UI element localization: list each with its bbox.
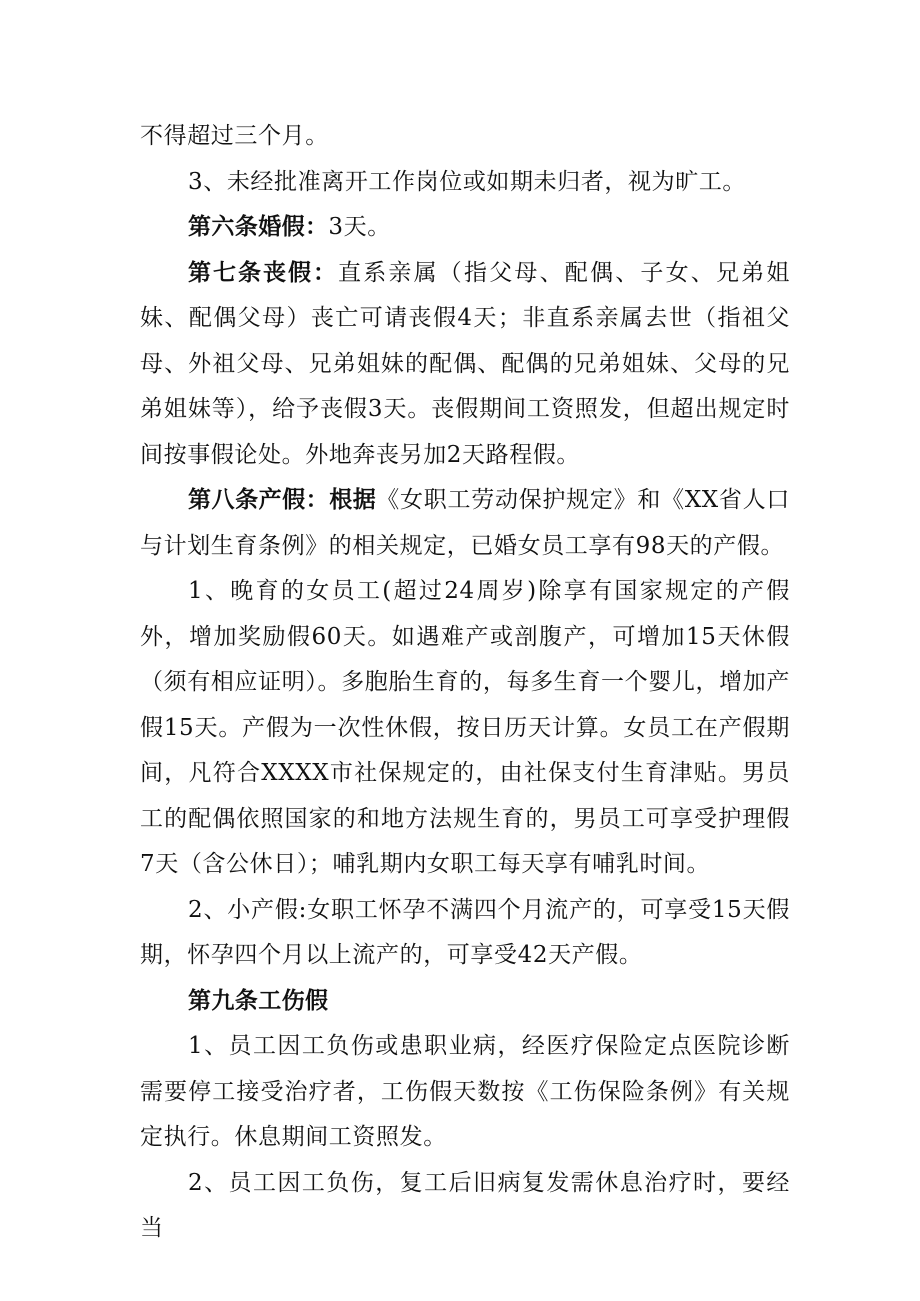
article-8-text: 《女职工劳动保护规定》和《XX省人口与计划生育条例》的相关规定，已婚女员工享有98天的产假。 — [140, 487, 790, 559]
article-8-heading: 第八条产假：根据 — [188, 487, 377, 513]
article-7-text: 直系亲属（指父母、配偶、子女、兄弟姐妹、配偶父母）丧亡可请丧假4天；非直系亲属去世（指祖父母、外祖父母、兄弟姐妹的配偶、配偶的兄弟姐妹、父母的兄弟姐妹等），给予丧假3天。丧假期间工资照发，但超出规定时间按事假论处。外地奔丧另加2天路程假。 — [140, 259, 790, 468]
paragraph-unauthorized-absence: 3、未经批准离开工作岗位或如期未归者，视为旷工。 — [188, 168, 747, 195]
article-9-item-2: 2、员工因工负伤，复工后旧病复发需休息治疗时，要经当 — [140, 1169, 790, 1241]
article-7-heading: 第七条丧假： — [188, 259, 338, 286]
article-8-maternity-leave — [140, 478, 790, 569]
paragraph-continuation: 不得超过三个月。 — [140, 123, 329, 149]
document-body — [140, 114, 790, 1252]
article-7-funeral-leave — [140, 251, 790, 479]
article-9-item-1: 1、员工因工负伤或患职业病，经医疗保险定点医院诊断需要停工接受治疗者，工伤假天数按《工伤保险条例》有关规定执行。休息期间工资照发。 — [140, 1033, 790, 1150]
article-6-text: 3天。 — [328, 214, 391, 240]
article-9-heading: 第九条工伤假 — [188, 987, 329, 1014]
article-6-marriage-leave — [140, 205, 790, 251]
article-6-heading: 第六条婚假： — [188, 214, 329, 240]
article-8-item-1: 1、晚育的女员工(超过24周岁)除享有国家规定的产假外，增加奖励假60天。如遇难产或剖腹产，可增加15天休假（须有相应证明）。多胞胎生育的，每多生育一个婴儿，增加产假15天。产假为一次性休假，按日历天计算。女员工在产假期间，凡符合XXXX市社保规定的，由社保支付生育津贴。男员工的配偶依照国家的和地方法规生育的，男员工可享受护理假7天（含公休日）；哺乳期内女职工每天享有哺乳时间。 — [140, 578, 790, 877]
article-9-work-injury-leave — [140, 979, 790, 1025]
article-8-item-2: 2、小产假:女职工怀孕不满四个月流产的，可享受15天假期，怀孕四个月以上流产的，可享受42天产假。 — [140, 896, 790, 968]
